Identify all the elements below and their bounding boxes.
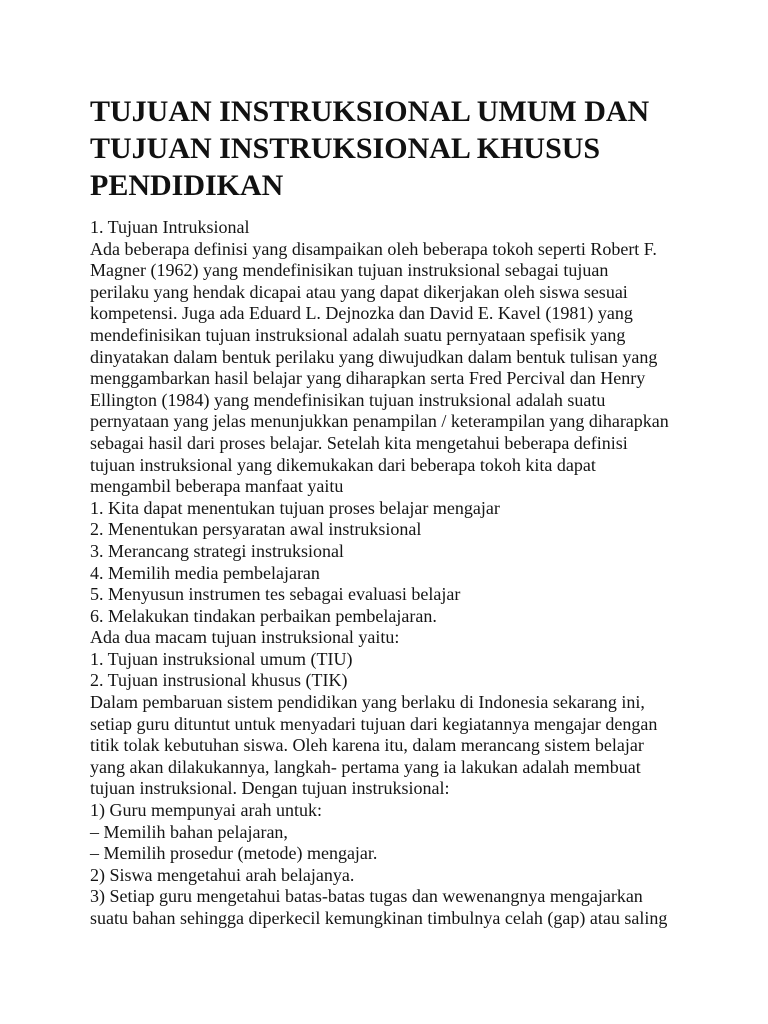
paragraph-line: sebagai hasil dari proses belajar. Setelah kita mengetahui beberapa definisi: [90, 432, 628, 453]
paragraph-line: tujuan instruksional yang dikemukakan dari beberapa tokoh kita dapat: [90, 454, 596, 475]
paragraph-line: kompetensi. Juga ada Eduard L. Dejnozka dan David E. Kavel (1981) yang: [90, 303, 633, 324]
document-body: [90, 217, 669, 930]
paragraph-line: mendefinisikan tujuan instruksional adalah suatu pernyataan spefisik yang: [90, 324, 626, 345]
paragraph-line: Dalam pembaruan sistem pendidikan yang berlaku di Indonesia sekarang ini,: [90, 692, 645, 713]
paragraph-line: Ada beberapa definisi yang disampaikan oleh beberapa tokoh seperti Robert F.: [90, 238, 657, 259]
document-title: [90, 93, 649, 204]
list-item: 2. Menentukan persyaratan awal instruksional: [90, 519, 422, 540]
list-item: 1. Kita dapat menentukan tujuan proses belajar mengajar: [90, 497, 500, 518]
list-item-continuation: suatu bahan sehingga diperkecil kemungkinan timbulnya celah (gap) atau saling: [90, 908, 668, 928]
list-item: 5. Menyusun instrumen tes sebagai evaluasi belajar: [90, 584, 461, 605]
list-item: 2. Tujuan instrusional khusus (TIK): [90, 670, 348, 691]
paragraph-line: mengambil beberapa manfaat yaitu: [90, 476, 344, 497]
paragraph-line: pernyataan yang jelas menunjukkan penampilan / keterampilan yang diharapkan: [90, 411, 669, 432]
paragraph-line: titik tolak kebutuhan siswa. Oleh karena itu, dalam merancang sistem belajar: [90, 735, 644, 756]
paragraph-line: menggambarkan hasil belajar yang diharapkan serta Fred Percival dan Henry: [90, 368, 646, 389]
paragraph-line: Ellington (1984) yang mendefinisikan tujuan instruksional adalah suatu: [90, 389, 606, 410]
list-item: 4. Memilih media pembelajaran: [90, 562, 320, 583]
paragraph-line: Magner (1962) yang mendefinisikan tujuan instruksional sebagai tujuan: [90, 260, 609, 281]
section-heading: 1. Tujuan Intruksional: [90, 217, 250, 237]
paragraph-line: perilaku yang hendak dicapai atau yang dapat dikerjakan oleh siswa sesuai: [90, 281, 628, 302]
purpose-list: [90, 800, 669, 930]
list-item: 2) Siswa mengetahui arah belajanya.: [90, 864, 355, 885]
list-item: 1. Tujuan instruksional umum (TIU): [90, 648, 353, 669]
title-line: PENDIDIKAN: [90, 169, 284, 202]
title-line: TUJUAN INSTRUKSIONAL KHUSUS: [90, 132, 601, 165]
list-item: 3) Setiap guru mengetahui batas-batas tugas dan wewenangnya mengajarkan: [90, 886, 643, 907]
title-line: TUJUAN INSTRUKSIONAL UMUM DAN: [90, 95, 650, 128]
paragraph-line: setiap guru dituntut untuk menyadari tujuan dari kegiatannya mengajar dengan: [90, 713, 658, 734]
paragraph-line: yang akan dilakukannya, langkah- pertama yang ia lakukan adalah membuat: [90, 756, 641, 777]
types-intro: Ada dua macam tujuan instruksional yaitu:: [90, 627, 400, 648]
definition-paragraph: [90, 239, 669, 498]
list-subitem: – Memilih bahan pelajaran,: [90, 821, 288, 842]
list-subitem: – Memilih prosedur (metode) mengajar.: [90, 843, 378, 864]
benefits-list: [90, 498, 669, 628]
list-item: 3. Merancang strategi instruksional: [90, 540, 344, 561]
types-list: [90, 649, 669, 692]
paragraph-line: dinyatakan dalam bentuk perilaku yang diwujudkan dalam bentuk tulisan yang: [90, 346, 658, 367]
paragraph-line: tujuan instruksional. Dengan tujuan instruksional:: [90, 778, 450, 799]
list-item: 6. Melakukan tindakan perbaikan pembelajaran.: [90, 605, 437, 626]
reform-paragraph: [90, 692, 669, 800]
list-item: 1) Guru mempunyai arah untuk:: [90, 800, 322, 821]
